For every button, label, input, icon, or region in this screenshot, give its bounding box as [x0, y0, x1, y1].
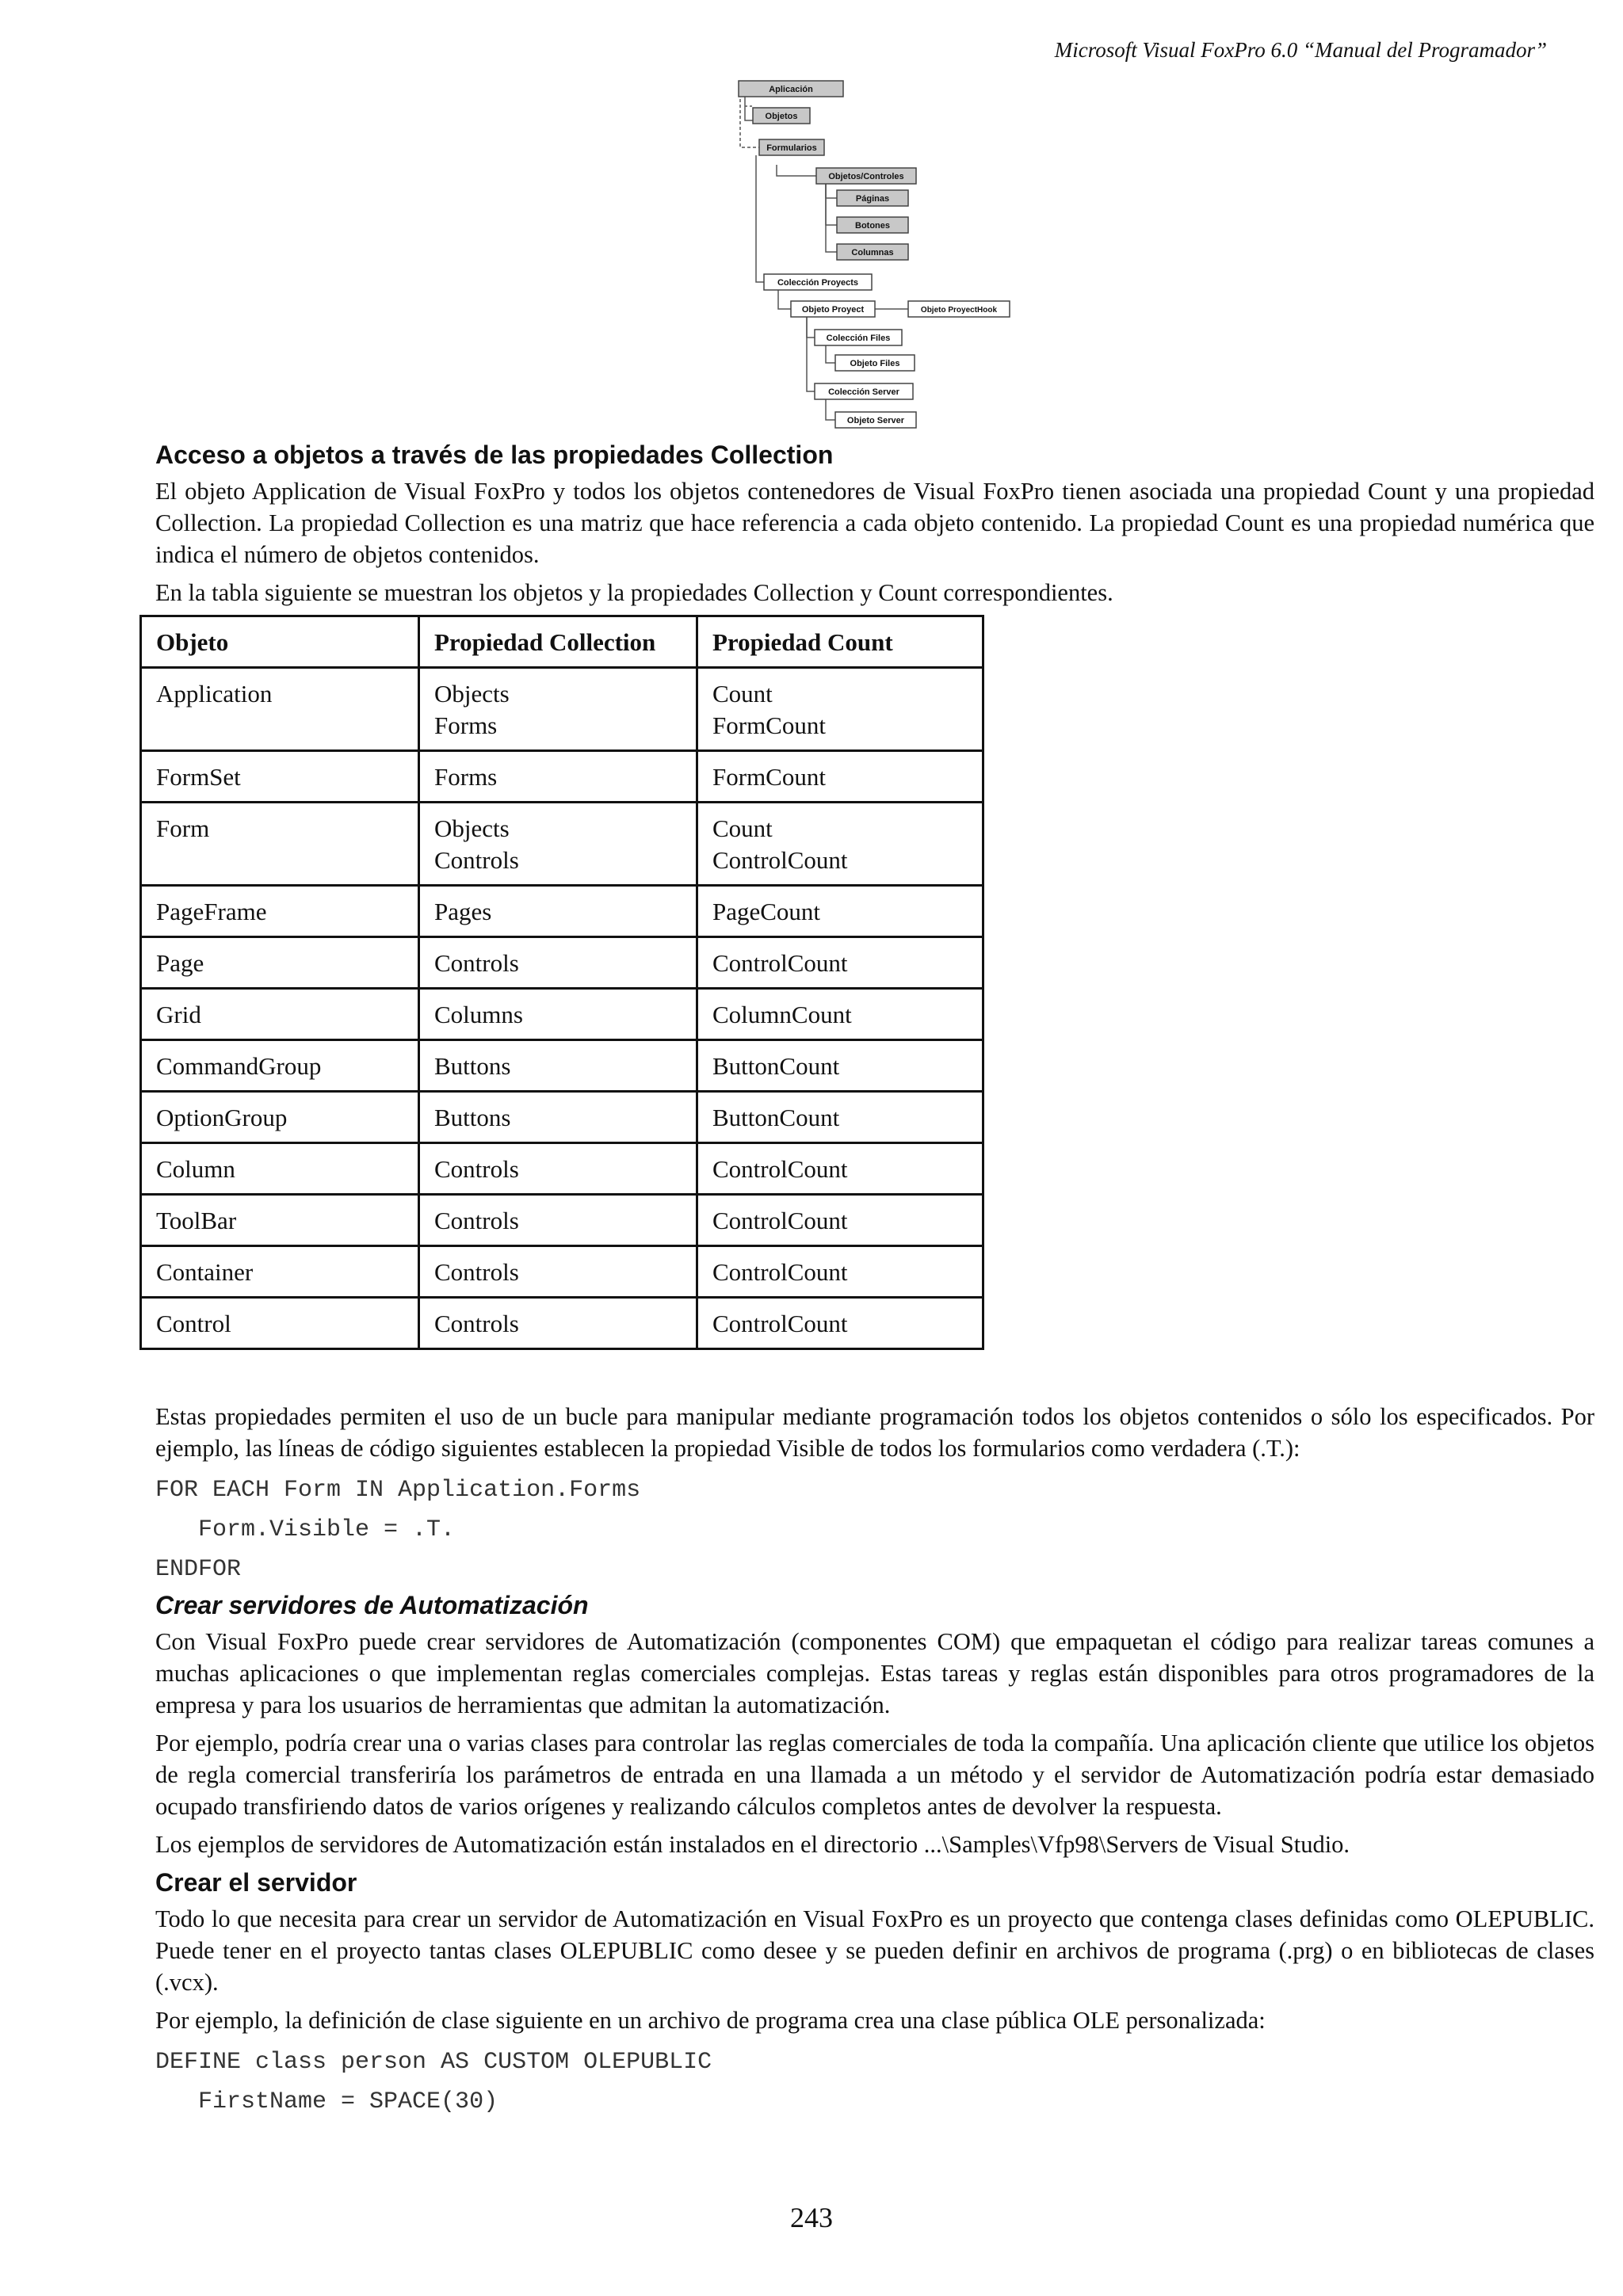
cell-line: Objects — [434, 814, 510, 842]
node-coleccion-proyects: Colección Proyects — [777, 278, 859, 288]
table-row — [141, 1092, 983, 1143]
cell-objeto: Form — [141, 803, 419, 886]
table-row — [141, 1298, 983, 1349]
cell-line: Forms — [434, 711, 498, 739]
cell-count: ButtonCount — [697, 1092, 983, 1143]
code-line: DEFINE class person AS CUSTOM OLEPUBLIC — [155, 2049, 712, 2076]
cell-line: Controls — [434, 846, 519, 874]
cell-line: Count — [712, 814, 773, 842]
cell-count: PageCount — [697, 886, 983, 937]
connector-line — [756, 155, 764, 282]
cell-count — [697, 668, 983, 751]
cell-objeto: CommandGroup — [141, 1040, 419, 1092]
table-row — [141, 803, 983, 886]
cell-objeto: Application — [141, 668, 419, 751]
paragraph: En la tabla siguiente se muestran los objetos y la propiedades Collection y Count correspondientes. — [155, 579, 1113, 606]
connector-line — [826, 184, 837, 225]
paragraph: Por ejemplo, la definición de clase siguiente en un archivo de programa crea una clase pública OLE personalizada: — [155, 2007, 1266, 2034]
node-objetos-controles: Objetos/Controles — [828, 172, 904, 181]
table-row — [141, 989, 983, 1040]
node-objeto-proyecthook: Objeto ProyectHook — [920, 306, 998, 315]
column-header-count: Propiedad Count — [697, 616, 983, 668]
connector-line — [826, 399, 835, 420]
collection-properties-table — [139, 615, 984, 1350]
main-content — [155, 439, 1594, 2122]
table-row — [141, 1143, 983, 1195]
code-line: FOR EACH Form IN Application.Forms — [155, 1477, 641, 1504]
node-aplicacion: Aplicación — [769, 85, 813, 94]
cell-objeto: PageFrame — [141, 886, 419, 937]
node-coleccion-files: Colección Files — [826, 334, 891, 343]
cell-count: ControlCount — [697, 1298, 983, 1349]
connector-line — [778, 290, 791, 309]
table-row — [141, 1195, 983, 1246]
cell-line: Objects — [434, 680, 510, 707]
column-header-collection: Propiedad Collection — [419, 616, 697, 668]
cell-count — [697, 803, 983, 886]
cell-objeto: Container — [141, 1246, 419, 1298]
table-row — [141, 937, 983, 989]
cell-collection: Controls — [419, 1298, 697, 1349]
node-paginas: Páginas — [855, 194, 890, 204]
cell-collection — [419, 803, 697, 886]
cell-line: Count — [712, 680, 773, 707]
connector-line — [826, 184, 837, 252]
cell-count: ControlCount — [697, 1143, 983, 1195]
cell-count: ButtonCount — [697, 1040, 983, 1092]
cell-collection: Controls — [419, 1246, 697, 1298]
cell-collection: Pages — [419, 886, 697, 937]
connector-line — [826, 345, 835, 363]
section-heading-create-server: Crear el servidor — [155, 1868, 357, 1897]
paragraph: Los ejemplos de servidores de Automatización están instalados en el directorio ...\Samples\Vfp98\Servers de Visual Studio. — [155, 1831, 1350, 1858]
cell-collection — [419, 668, 697, 751]
running-header: Microsoft Visual FoxPro 6.0 “Manual del Programador” — [1054, 38, 1547, 62]
section-heading-automation: Crear servidores de Automatización — [155, 1591, 589, 1619]
cell-count: ControlCount — [697, 1246, 983, 1298]
cell-objeto: Column — [141, 1143, 419, 1195]
paragraph: Con Visual FoxPro puede crear servidores de Automatización (componentes COM) que empaquetan el código para realizar tareas comunes a muchas aplicaciones o que implementan reglas comerciales complejas. Estas tareas y reglas están disponibles para otros programadores de la empresa y para los usuarios de herramientas que admitan la automatización. — [155, 1628, 1594, 1718]
cell-collection: Controls — [419, 1143, 697, 1195]
connector-line — [777, 165, 816, 176]
paragraph: Todo lo que necesita para crear un servidor de Automatización en Visual FoxPro es un proyecto que contenga clases definidas como OLEPUBLIC. Puede tener en el proyecto tantas clases OLEPUBLIC como desee y se pueden definir en archivos de programa (.prg) o en bibliotecas de clases (.vcx). — [155, 1905, 1594, 1996]
table-row — [141, 751, 983, 803]
connector-line — [826, 184, 837, 198]
cell-collection: Buttons — [419, 1040, 697, 1092]
node-formularios: Formularios — [766, 143, 817, 153]
cell-collection: Forms — [419, 751, 697, 803]
code-line: Form.Visible = .T. — [155, 1516, 456, 1543]
table-row — [141, 668, 983, 751]
page-number: 243 — [790, 2202, 833, 2233]
cell-objeto: FormSet — [141, 751, 419, 803]
column-header-objeto: Objeto — [141, 616, 419, 668]
connector-line — [807, 317, 815, 391]
cell-objeto: OptionGroup — [141, 1092, 419, 1143]
cell-line: FormCount — [712, 711, 826, 739]
cell-collection: Controls — [419, 1195, 697, 1246]
code-line: FirstName = SPACE(30) — [155, 2088, 498, 2115]
paragraph: Por ejemplo, podría crear una o varias clases para controlar las reglas comerciales de toda la compañía. Una aplicación cliente que utilice los objetos de regla comercial transferiría los parámetros de entrada en una llamada a un método y el servidor de Automatización podría estar demasiado ocupado transfiriendo datos de varios orígenes y realizando cálculos completos antes de devolver la respuesta. — [155, 1730, 1594, 1820]
node-objetos: Objetos — [765, 112, 798, 121]
node-coleccion-server: Colección Server — [828, 387, 899, 397]
table-row — [141, 1246, 983, 1298]
cell-line: ControlCount — [712, 846, 848, 874]
cell-count: FormCount — [697, 751, 983, 803]
node-objeto-server: Objeto Server — [846, 416, 905, 425]
code-line: ENDFOR — [155, 1556, 242, 1583]
hierarchy-svg — [729, 76, 1014, 433]
node-objeto-files: Objeto Files — [850, 359, 900, 368]
cell-collection: Controls — [419, 937, 697, 989]
cell-objeto: Page — [141, 937, 419, 989]
connector-line — [807, 317, 815, 338]
cell-objeto: Grid — [141, 989, 419, 1040]
cell-count: ControlCount — [697, 937, 983, 989]
table-row — [141, 886, 983, 937]
node-objeto-proyect: Objeto Proyect — [801, 305, 865, 315]
table-header-row — [141, 616, 983, 668]
cell-count: ControlCount — [697, 1195, 983, 1246]
cell-objeto: ToolBar — [141, 1195, 419, 1246]
paragraph: El objeto Application de Visual FoxPro y todos los objetos contenedores de Visual FoxPro tienen asociada una propiedad Count y una propiedad Collection. La propiedad Collection es una matriz que hace referencia a cada objeto contenido. La propiedad Count es una propiedad numérica que indica el número de objetos contenidos. — [155, 478, 1594, 568]
cell-count: ColumnCount — [697, 989, 983, 1040]
object-hierarchy-diagram — [729, 76, 1014, 433]
node-columnas: Columnas — [851, 248, 894, 257]
cell-collection: Columns — [419, 989, 697, 1040]
node-botones: Botones — [855, 221, 890, 231]
section-heading-collection: Acceso a objetos a través de las propiedades Collection — [155, 441, 834, 469]
paragraph: Estas propiedades permiten el uso de un bucle para manipular mediante programación todos los objetos contenidos o sólo los especificados. Por ejemplo, las líneas de código siguientes establecen la propiedad Visible de todos los formularios como verdadera (.T.): — [155, 1403, 1594, 1462]
cell-objeto: Control — [141, 1298, 419, 1349]
cell-collection: Buttons — [419, 1092, 697, 1143]
table-row — [141, 1040, 983, 1092]
